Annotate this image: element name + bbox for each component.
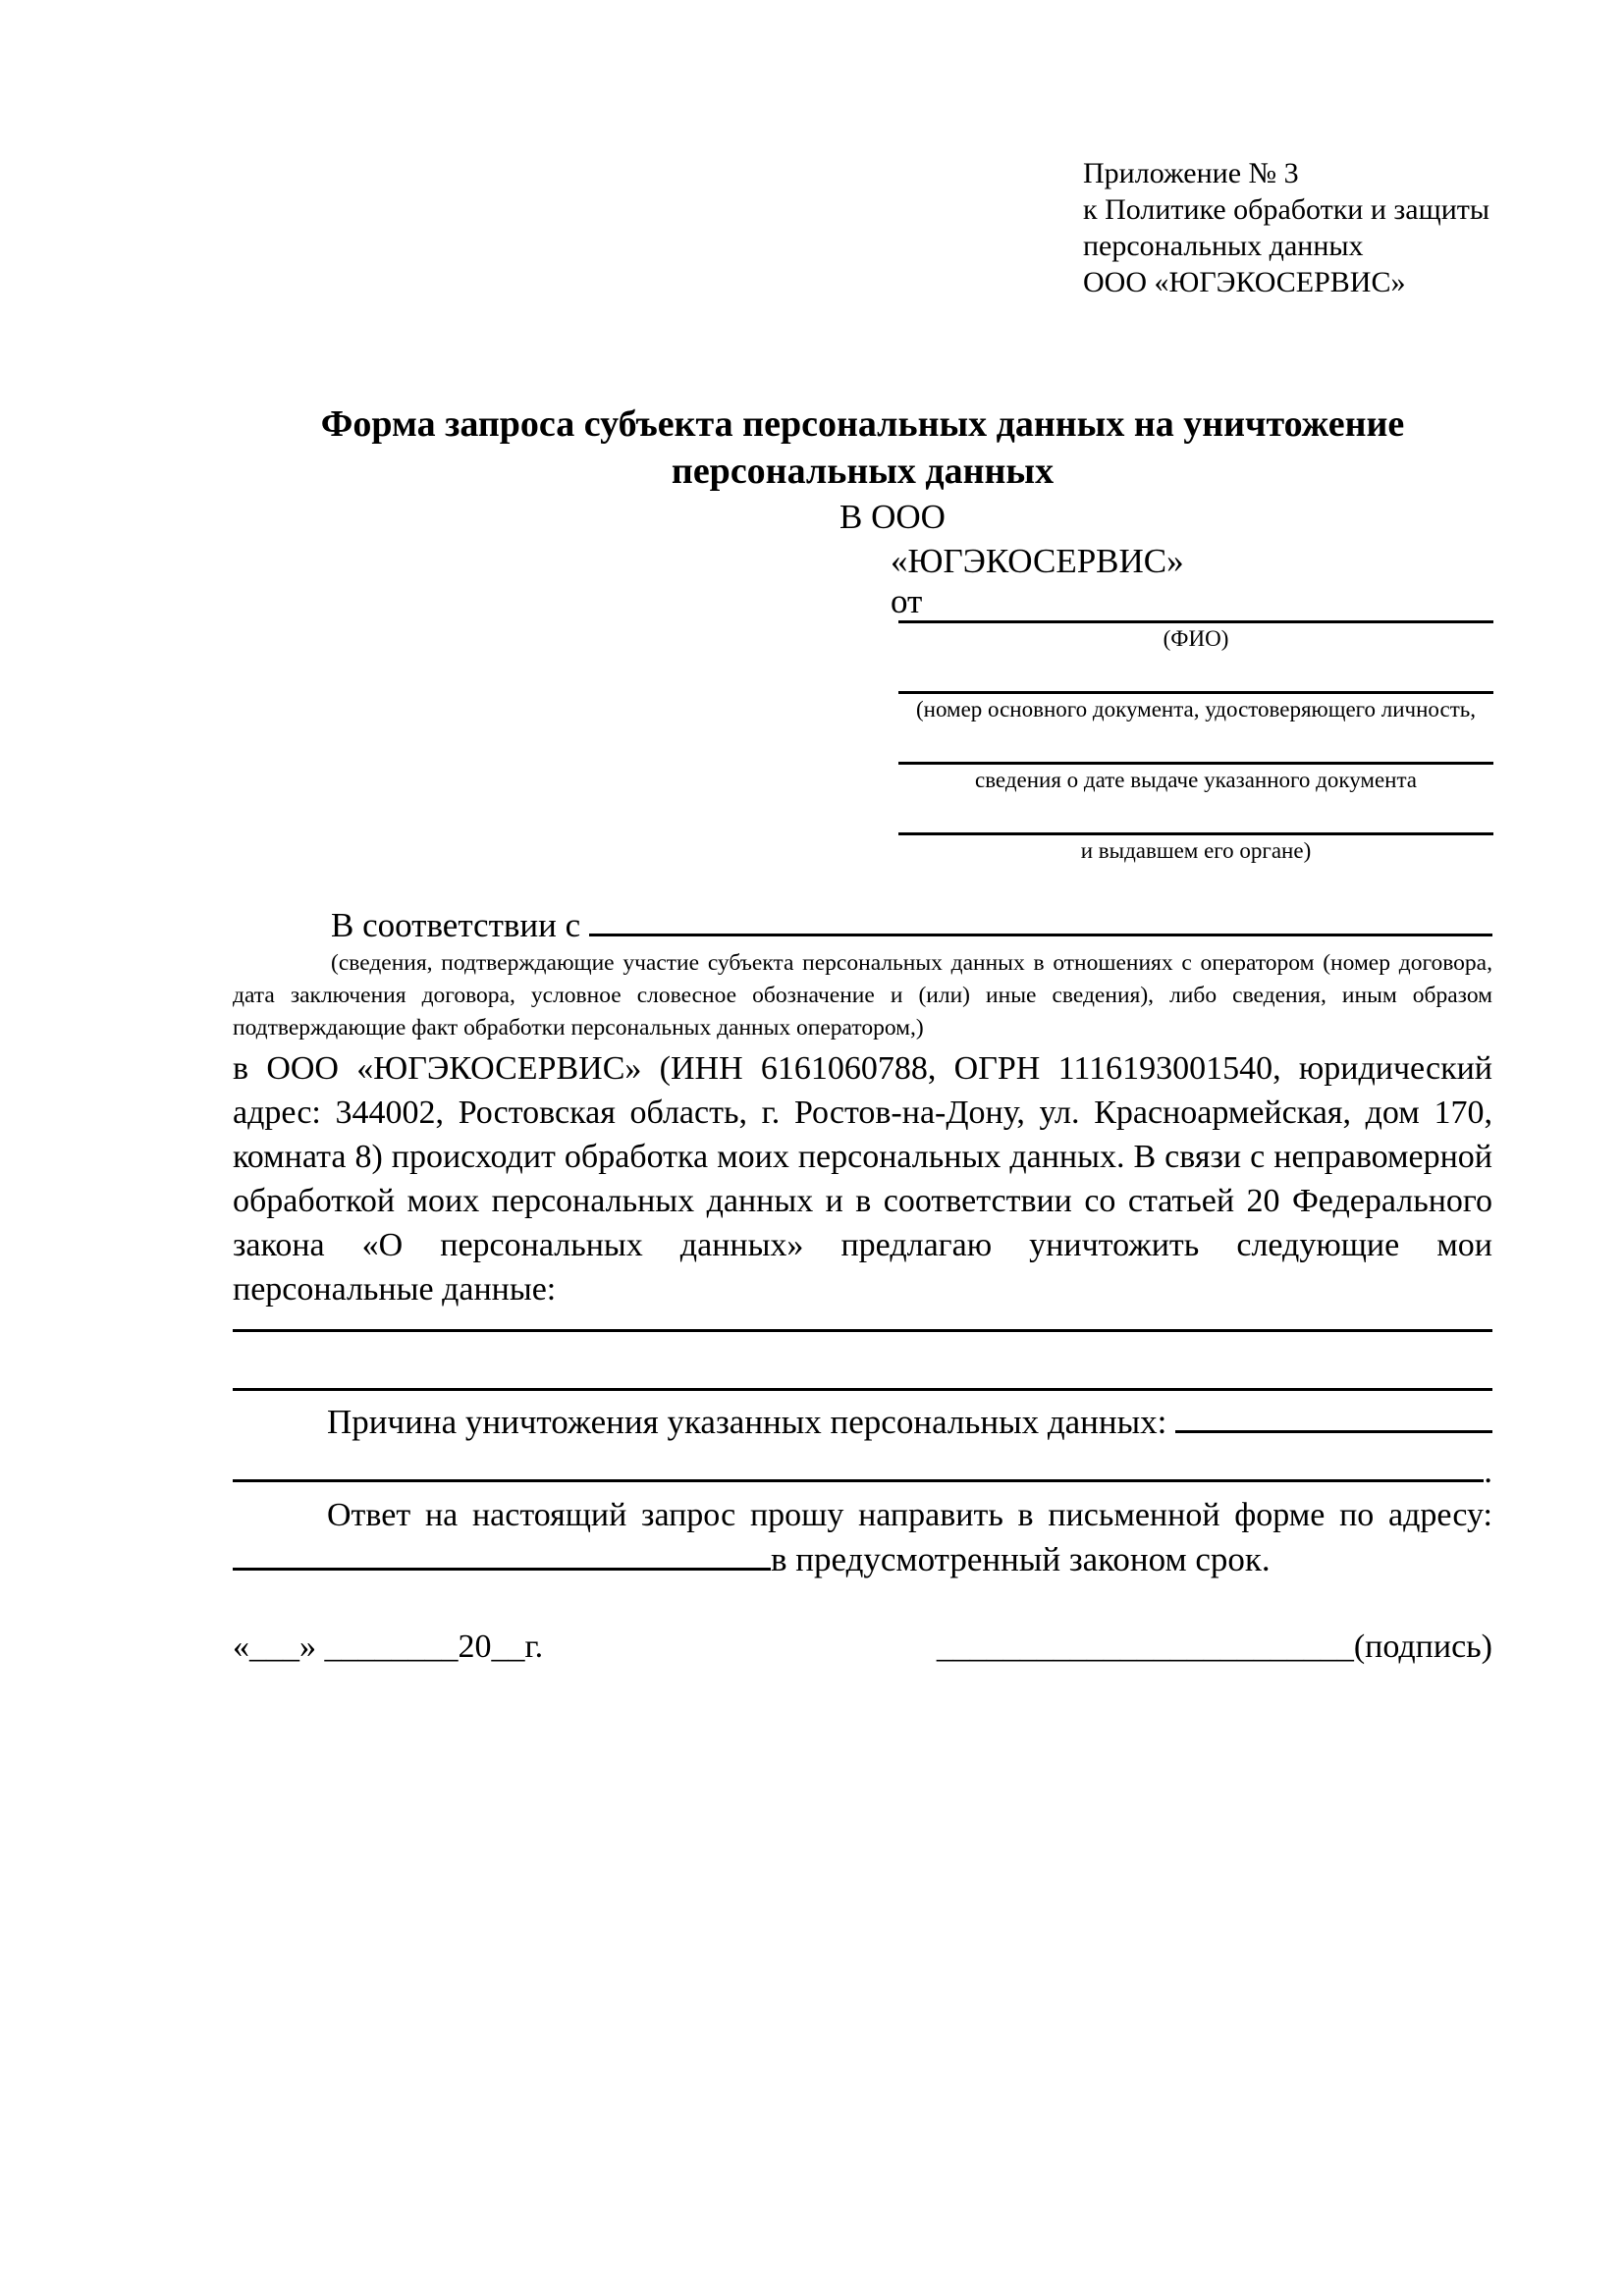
appendix-note (1083, 155, 1492, 300)
issue-date-caption: сведения о дате выдаче указанного документа (974, 768, 1418, 792)
period-mark: . (1484, 1452, 1492, 1490)
issue-date-blank-line (898, 762, 1493, 765)
title-line-1: Форма запроса субъекта персональных данных на уничтожение (320, 403, 1405, 445)
accordance-blank-line (589, 934, 1492, 936)
appendix-line-3: персональных данных (1083, 230, 1364, 262)
accordance-prefix: В соответствии с (331, 906, 589, 944)
reason-line (233, 1400, 1492, 1444)
id-document-blank-line (898, 691, 1493, 694)
applicant-fields (898, 620, 1493, 866)
id-document-caption: (номер основного документа, удостоверяющего личность, (915, 697, 1476, 721)
body-paragraph: в ООО «ЮГЭКОСЕРВИС» (ИНН 6161060788, ОГРН 1116193001540, юридический адрес: 344002, Ростовская область, г. Ростов-на-Дону, ул. Красноармейская, дом 170, комната 8) происходит обработка моих персональных данных. В связи с неправомерной обработкой моих персональных данных и в соответствии со статьей 20 Федерального закона «О персональных данных» предлагаю уничтожить следующие мои персональные данные: (233, 1050, 1492, 1308)
recipient-from-label: от (891, 582, 923, 620)
fio-caption: (ФИО) (1163, 626, 1229, 651)
signature-caption: (подпись) (1353, 1629, 1492, 1665)
reason-blank-line (1175, 1430, 1492, 1433)
title-line-2: персональных данных (671, 451, 1055, 492)
appendix-line-4: ООО «ЮГЭКОСЕРВИС» (1083, 266, 1406, 298)
response-tail: в предусмотренный законом срок. (771, 1540, 1271, 1578)
issuer-field (898, 832, 1493, 866)
date-signature-row (233, 1625, 1492, 1669)
issuer-blank-line (898, 832, 1493, 835)
recipient-to: В ООО (839, 498, 946, 536)
signature-area (937, 1625, 1492, 1669)
address-blank-line (233, 1568, 771, 1571)
accordance-line (233, 903, 1492, 947)
response-address-line (233, 1537, 1492, 1581)
document-title (233, 400, 1492, 495)
signature-blank-line: _________________________ (936, 1629, 1354, 1665)
recipient-company: «ЮГЭКОСЕРВИС» (891, 542, 1184, 580)
appendix-line-2: к Политике обработки и защиты (1083, 193, 1490, 226)
date-line: «___» ________20__г. (233, 1629, 544, 1665)
issue-date-field (898, 762, 1493, 795)
reason-continuation-line (233, 1449, 1492, 1493)
reason-blank-line-2 (233, 1479, 1484, 1482)
appendix-line-1: Приложение № 3 (1083, 157, 1299, 189)
issuer-caption: и выдавшем его органе) (1080, 838, 1312, 863)
fio-blank-line (898, 620, 1493, 623)
fio-field (898, 620, 1493, 654)
response-request-line: Ответ на настоящий запрос прошу направить в письменной форме по адресу: (327, 1497, 1492, 1533)
data-blank-line-2 (233, 1388, 1492, 1391)
id-document-field (898, 691, 1493, 724)
accordance-footnote: (сведения, подтверждающие участие субъекта персональных данных в отношениях с оператором (номер договора, дата заключения договора, условное словесное обозначение и (или) иные сведения), либо сведения, иным образом подтверждающие факт обработки персональных данных оператором,) (233, 950, 1492, 1041)
reason-label: Причина уничтожения указанных персональных данных: (327, 1403, 1176, 1441)
data-blank-line-1 (233, 1329, 1492, 1332)
